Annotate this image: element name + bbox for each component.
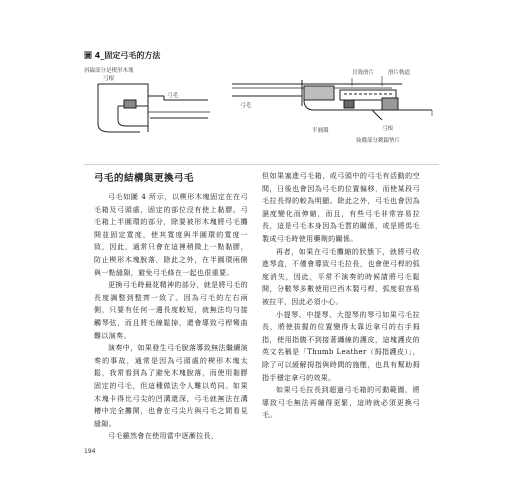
left-paragraph-1: 弓毛如圖 4 所示，以楔形木塊固定在在弓毛箱及弓頭處，固定的部位沒有使上黏膠。弓毛箱上半圓環的部分，除要被形木塊將弓毛攤開並固定寬度，使其寬度與半圓環的寬度一致，因此，通常只會在這裡稍微上一點黏膠，防止楔形木塊脫落，除此之外，在半圓環兩側與一點縫隙，避免弓毛條在一起也很重要。 [94,193,248,277]
right-frog-drawing [232,76,432,120]
left-paragraph-4: 弓毛雖然會在使用當中逐漸拉長， [108,432,219,441]
right-frog-diagram [232,76,442,146]
left-paragraph-3: 演奏中，如果發生弓毛脫落導致無法繼續演奏的事故，通常是因為弓頭處的楔形木塊太鬆，我常看到為了避免木塊脫落，而使用黏膠固定的弓毛，但這種做法令人難以苟同。如果木塊卡得比弓尖的凹溝還深，弓毛就無法在溝槽中完全攤開，也會在弓尖片與弓毛之間看見縫隙。 [94,344,248,428]
left-paragraph-2: 更換弓毛時最花精神的部分，就是將弓毛的長度調整到整齊一致了。因為弓毛的左右兩側，只要有任何一邊長度較短，就無法均勻接觸琴弦，而且將毛線鬆掉，還會導致弓桿彎曲難以演奏。 [94,281,248,340]
right-paragraph-2: 再者，如果在弓毛攤縮的狀態下，就將弓收進琴盒，不僅會導致弓毛拉長，也會使弓桿的弧度消失，因此，平常不演奏的時候請將弓毛鬆開，分數琴多數使用巴西木製弓桿，弧度很容易被拉平，因此必須小心。 [262,247,420,306]
right-column [262,170,420,422]
label-right-plate: 仙儂部分鍍銀墊片 [356,138,401,144]
figure-subtitle: 斜線部分是楔形木塊 [84,68,134,74]
label-left-frog: 弓根 [103,76,115,82]
label-right-bowhair: 弓毛 [240,103,252,109]
right-paragraph-1: 但如果塞進弓毛箱，或弓頭中的弓毛有活動的空間，日後也會因為弓毛的位置偏移，而使某段弓毛拉長得的較為明顯。除此之外，弓毛也會因為濕度變化而伸縮，而且，有些弓毛非常容易拉長，這是弓毛本身因為毛質的關係，或是將馬毛製成弓毛時使用藥劑的關係。 [262,172,420,243]
right-paragraph-4: 如果弓毛拉長到超過弓毛箱的可動範圍，將導致弓毛無法再繃得更緊，這時就必須更換弓毛。 [262,386,420,420]
label-right-frog: 弓根 [382,126,394,132]
left-column [94,170,248,443]
label-right-ferrule: 貝殼滑片 [352,70,375,76]
section-heading: 弓毛的結構與更換弓毛 [94,173,195,184]
left-frog-drawing [98,84,210,132]
label-right-ring: 半圓環 [312,128,329,134]
left-frog-diagram [90,76,230,144]
page-number: 194 [84,448,96,455]
right-paragraph-3: 小提琴、中提琴、大提琴的琴弓如果弓毛拉長，將使拔握的位置變得太靠近拿弓的右手拇指，使用指腹不到接著纏線的護皮，這塊護皮的英文名稱是「Thumb Leather（拇指護皮）」，除了可以緩解拇指與時間的施壓，也具有幫助拇指手穩定拿弓的效果。 [262,310,420,382]
figure-divider [84,164,439,165]
label-right-slide: 滑片軌道 [388,70,411,76]
figure-title: 圖 4_固定弓毛的方法 [84,51,161,60]
label-left-bowhair: 弓毛 [167,93,179,99]
